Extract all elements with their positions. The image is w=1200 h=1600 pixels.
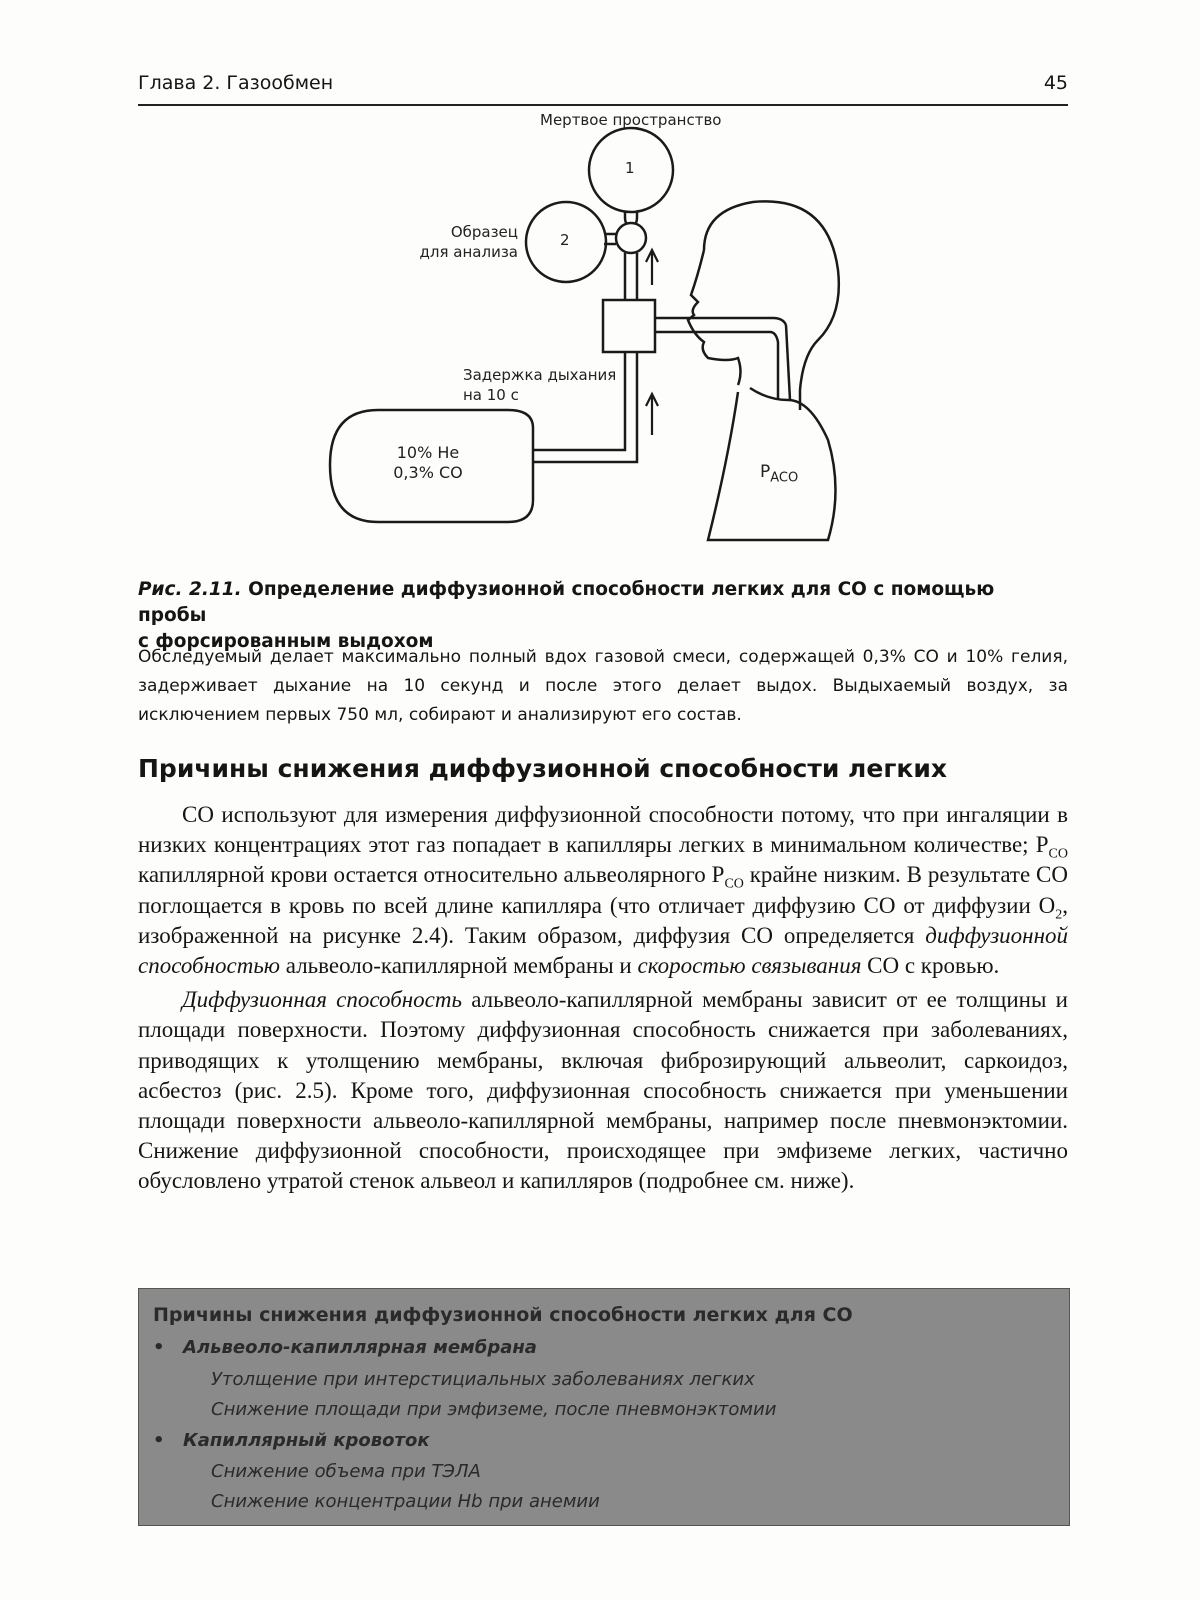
arrow-up-icon-2 [646, 394, 658, 435]
label-gas-line2: 0,3% CO [393, 463, 463, 482]
label-breath-hold-line2: на 10 с [463, 386, 519, 404]
arrow-up-icon [646, 250, 658, 285]
p1-text-b: капиллярной крови остается относительно альвеолярного P [138, 862, 725, 888]
summary-box-title: Причины снижения диффузионной способности легких для CO [153, 1304, 853, 1326]
summary-item: Утолщение при интерстициальных заболеваниях легких [211, 1369, 755, 1390]
label-sample-line2: для анализа [419, 243, 518, 261]
p1-text-d: , изображенной на рисунке 2.4). Таким образом, диффузия CO определяется [138, 892, 1068, 948]
mouthpiece-valve-box [603, 300, 655, 352]
p1-text-a: CO используют для измерения диффузионной способности потому, что при ингаляции в низких концентрациях этот газ попадает в капилляры легких в минимальном количестве; P [138, 802, 1068, 858]
apparatus-diagram [138, 110, 1068, 560]
summary-item: Снижение объема при ТЭЛА [211, 1461, 481, 1482]
paragraph-1 [138, 800, 1068, 981]
p1-sub-co-2: CO [724, 877, 744, 892]
label-gas-line1: 10% He [396, 443, 460, 462]
p2-text: альвеоло-капиллярной мембраны зависит от ее толщины и площади поверхности. Поэтому диффузионная способность снижается при заболеваниях, приводящих к утолщению мембраны, включая фиброзирующий альвеолит, саркоидоз, асбестоз (рис. 2.5). Кроме того, диффузионная способность снижается при уменьшении площади поверхности альвеоло-капиллярной мембраны, например после пневмонэктомии. Снижение диффузионной способности, происходящее при эмфиземе легких, частично обусловлено утратой стенок альвеол и капилляров (подробнее см. ниже). [138, 987, 1068, 1194]
p1-emphasis-binding-rate: скоростью связывания [637, 953, 862, 979]
chapter-title: Глава 2. Газообмен [138, 72, 334, 94]
summary-item: Снижение концентрации Hb при анемии [211, 1491, 600, 1512]
p1-text-c: крайне низким. В результате CO поглощается в кровь по всей длине капилляра (что отличает диффузию CO от диффузии O [138, 862, 1068, 918]
summary-box [138, 1288, 1070, 1526]
label-sample-line1: Образец [450, 223, 518, 241]
head-silhouette [688, 201, 839, 410]
label-bag-1: 1 [625, 159, 635, 177]
caption-note: Обследуемый делает максимально полный вдох газовой смеси, содержащей 0,3% CO и 10% гелия, задерживает дыхание на 10 секунд и после этого делает выдох. Выдыхаемый воздух, за исключением первых 750 мл, собирают и анализируют его состав. [138, 647, 1068, 725]
p1-emphasis-diffusing-capacity: диффузионной способностью [138, 922, 1068, 979]
summary-group-membrane-label: Альвеоло-капиллярная мембрана [183, 1337, 537, 1358]
label-paco-p: P [760, 462, 771, 482]
p1-sub-o2: 2 [1055, 907, 1063, 923]
label-bag-2: 2 [560, 231, 570, 249]
bullet: • [153, 1337, 165, 1358]
running-head [138, 68, 1068, 106]
p2-emphasis: Диффузионная способность [182, 987, 462, 1013]
body-text [138, 800, 1068, 1197]
label-paco [760, 462, 798, 488]
summary-group-blood-flow-label: Капиллярный кровоток [183, 1430, 430, 1451]
page-number: 45 [1043, 72, 1068, 94]
figure-number: Рис. 2.11. [138, 579, 242, 600]
summary-group-membrane [153, 1337, 537, 1358]
summary-item: Снижение площади при эмфиземе, после пневмонэктомии [211, 1399, 777, 1420]
summary-group-blood-flow [153, 1430, 430, 1451]
bullet: • [153, 1430, 165, 1451]
label-sample [418, 222, 518, 262]
p1-text-e: альвеоло-капиллярной мембраны и [280, 953, 638, 979]
label-gas-mixture [388, 443, 468, 483]
label-breath-hold [463, 365, 616, 405]
caption-line2: с форсированным выдохом [138, 631, 434, 652]
p1-sub-co-1: CO [1048, 846, 1068, 862]
valve [616, 223, 646, 253]
p1-text-f: CO с кровью. [861, 953, 1000, 979]
label-paco-sub: ACO [770, 470, 799, 486]
caption-line1: Определение диффузионной способности легких для CO с помощью пробы [138, 579, 995, 626]
paragraph-2 [138, 985, 1068, 1196]
figure-diffusion-test [138, 110, 1068, 560]
label-dead-space: Мертвое пространство [540, 111, 722, 129]
label-breath-hold-line1: Задержка дыхания [463, 366, 617, 384]
section-title: Причины снижения диффузионной способности легких [138, 754, 947, 783]
